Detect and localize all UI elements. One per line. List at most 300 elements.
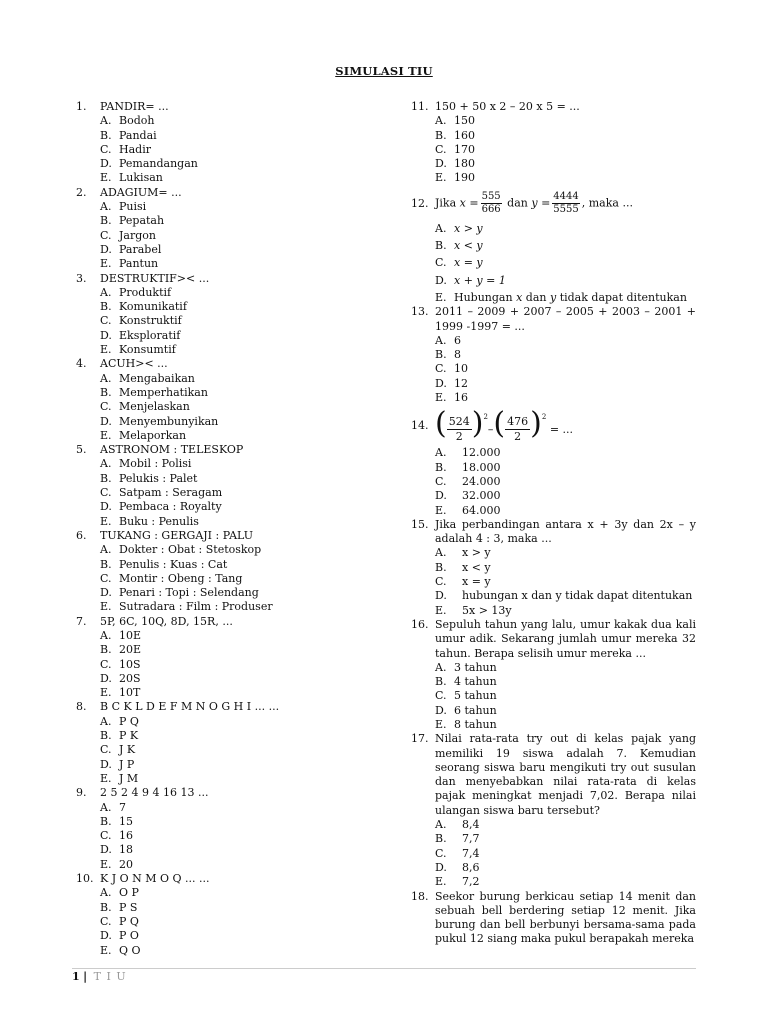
question-number: 10. bbox=[76, 872, 94, 886]
question-3 bbox=[76, 272, 396, 358]
answer-option bbox=[411, 875, 696, 889]
option-text: x < y bbox=[454, 239, 483, 253]
option-text: 10S bbox=[119, 657, 141, 671]
option-letter: B. bbox=[100, 643, 112, 657]
option-letter: C. bbox=[100, 657, 112, 671]
option-text: Konsumtif bbox=[119, 343, 176, 357]
option-text: 8,6 bbox=[462, 860, 480, 874]
question-9 bbox=[76, 786, 396, 872]
option-letter: B. bbox=[435, 460, 447, 474]
option-text: x + y = 1 bbox=[454, 273, 506, 287]
question-stem bbox=[411, 618, 696, 661]
document-title: SIMULASI TIU bbox=[335, 64, 433, 78]
option-letter: D. bbox=[435, 273, 447, 287]
option-letter: C. bbox=[435, 575, 447, 589]
question-5 bbox=[76, 443, 396, 529]
answer-option bbox=[411, 239, 696, 253]
question-text: ASTRONOM : TELESKOP bbox=[100, 443, 244, 457]
option-letter: C. bbox=[435, 474, 447, 488]
answer-option bbox=[76, 143, 396, 157]
text-then: , maka ... bbox=[581, 196, 633, 210]
option-text: 8 tahun bbox=[454, 717, 497, 731]
answer-option bbox=[76, 915, 396, 929]
option-text: 64.000 bbox=[462, 503, 501, 517]
option-letter: C. bbox=[100, 914, 112, 928]
question-stem bbox=[76, 186, 396, 200]
question-stem bbox=[411, 406, 696, 446]
answer-option bbox=[411, 256, 696, 270]
answer-option bbox=[76, 629, 396, 643]
question-number: 2. bbox=[76, 185, 87, 199]
option-letter: E. bbox=[435, 875, 447, 889]
option-text: 15 bbox=[119, 814, 133, 828]
fraction bbox=[447, 415, 472, 444]
option-letter: A. bbox=[100, 114, 112, 128]
answer-option bbox=[76, 329, 396, 343]
option-text: 20 bbox=[119, 857, 133, 871]
question-number: 6. bbox=[76, 528, 87, 542]
option-text: Pelukis : Palet bbox=[119, 471, 198, 485]
question-stem bbox=[76, 786, 396, 800]
option-letter: A. bbox=[100, 285, 112, 299]
question-text: 5P, 6C, 10Q, 8D, 15R, ... bbox=[100, 614, 233, 628]
question-text: TUKANG : GERGAJI : PALU bbox=[100, 528, 254, 542]
question-stem bbox=[411, 518, 696, 547]
answer-option bbox=[76, 429, 396, 443]
question-stem bbox=[76, 272, 396, 286]
option-letter: B. bbox=[100, 729, 112, 743]
answer-option bbox=[76, 472, 396, 486]
option-text: Montir : Obeng : Tang bbox=[119, 571, 243, 585]
denominator: 2 bbox=[455, 430, 463, 444]
option-text: 5 tahun bbox=[454, 689, 497, 703]
option-text: 32.000 bbox=[462, 489, 501, 503]
option-letter: A. bbox=[100, 371, 112, 385]
question-number: 5. bbox=[76, 443, 87, 457]
question-text: B C K L D E F M N O G H I ... ... bbox=[100, 700, 280, 714]
option-letter: B. bbox=[435, 128, 447, 142]
exponent: 2 bbox=[483, 412, 488, 421]
answer-option bbox=[76, 114, 396, 128]
option-text: Konstruktif bbox=[119, 314, 182, 328]
question-7 bbox=[76, 615, 396, 701]
answer-option bbox=[411, 157, 696, 171]
answer-option bbox=[411, 446, 696, 460]
question-number: 15. bbox=[411, 517, 429, 531]
option-letter: D. bbox=[100, 843, 112, 857]
answer-option bbox=[76, 457, 396, 471]
footer-divider bbox=[72, 968, 696, 969]
answer-option bbox=[411, 561, 696, 575]
option-letter: D. bbox=[100, 328, 112, 342]
option-text: Sutradara : Film : Produser bbox=[119, 600, 273, 614]
right-paren: ) bbox=[471, 405, 484, 441]
option-letter: D. bbox=[435, 589, 447, 603]
answer-option bbox=[76, 729, 396, 743]
option-text: Melaporkan bbox=[119, 428, 187, 442]
answer-option bbox=[411, 461, 696, 475]
option-text: Dokter : Obat : Stetoskop bbox=[119, 543, 262, 557]
answer-option bbox=[76, 586, 396, 600]
option-letter: D. bbox=[100, 500, 112, 514]
answer-option bbox=[411, 222, 696, 236]
answer-option bbox=[76, 300, 396, 314]
option-text: Menjelaskan bbox=[119, 400, 190, 414]
option-letter: C. bbox=[435, 689, 447, 703]
text-undetermined: tidak dapat ditentukan bbox=[559, 290, 687, 304]
option-text: Produktif bbox=[119, 285, 172, 299]
question-number: 14. bbox=[411, 419, 429, 433]
answer-option bbox=[411, 861, 696, 875]
option-letter: D. bbox=[100, 242, 112, 256]
question-text: 2 5 2 4 9 4 16 13 ... bbox=[100, 786, 209, 800]
question-1 bbox=[76, 100, 396, 186]
option-text: 180 bbox=[454, 157, 475, 171]
question-stem bbox=[76, 615, 396, 629]
option-text: Eksploratif bbox=[119, 328, 181, 342]
fraction bbox=[505, 415, 530, 444]
option-letter: D. bbox=[100, 929, 112, 943]
page-number: 1 bbox=[72, 970, 80, 983]
option-letter: D. bbox=[435, 157, 447, 171]
question-stem bbox=[411, 189, 696, 219]
answer-option bbox=[411, 504, 696, 518]
question-stem bbox=[411, 100, 696, 114]
option-text: O P bbox=[119, 886, 139, 900]
answer-option bbox=[76, 214, 396, 228]
option-letter: B. bbox=[100, 900, 112, 914]
question-stem bbox=[411, 890, 696, 947]
option-text: 160 bbox=[454, 128, 475, 142]
option-text: 10T bbox=[119, 686, 141, 700]
question-text: Jika perbandingan antara x + 3y dan 2x – y adalah 4 : 3, maka ... bbox=[435, 517, 696, 546]
answer-option bbox=[76, 129, 396, 143]
option-letter: A. bbox=[435, 221, 447, 235]
question-15 bbox=[411, 518, 696, 618]
option-text: Menyembunyikan bbox=[119, 414, 219, 428]
answer-option bbox=[76, 658, 396, 672]
option-letter: B. bbox=[435, 560, 447, 574]
answer-option bbox=[411, 661, 696, 675]
option-text: Parabel bbox=[119, 242, 162, 256]
option-letter: A. bbox=[100, 457, 112, 471]
option-letter: E. bbox=[100, 686, 112, 700]
question-text: ACUH>< ... bbox=[100, 357, 168, 371]
var-x: x = bbox=[459, 196, 479, 210]
answer-option bbox=[76, 486, 396, 500]
answer-option bbox=[411, 143, 696, 157]
answer-option bbox=[76, 929, 396, 943]
option-letter: E. bbox=[100, 771, 112, 785]
question-number: 11. bbox=[411, 100, 429, 113]
option-text: 16 bbox=[454, 391, 468, 405]
option-letter: A. bbox=[435, 333, 447, 347]
answer-option bbox=[76, 229, 396, 243]
page-footer bbox=[72, 970, 127, 983]
answer-option bbox=[411, 129, 696, 143]
answer-option bbox=[76, 200, 396, 214]
option-letter: B. bbox=[100, 214, 112, 228]
text-and: dan bbox=[525, 290, 547, 304]
option-letter: D. bbox=[435, 703, 447, 717]
option-text: 7 bbox=[119, 800, 126, 814]
question-expression bbox=[435, 405, 696, 445]
option-text: Penari : Topi : Selendang bbox=[119, 586, 259, 600]
question-17 bbox=[411, 732, 696, 889]
answer-option bbox=[76, 572, 396, 586]
answer-option bbox=[76, 901, 396, 915]
option-text: 12.000 bbox=[462, 446, 501, 460]
option-text: 16 bbox=[119, 829, 133, 843]
question-number: 9. bbox=[76, 786, 87, 800]
question-number: 17. bbox=[411, 732, 429, 746]
question-number: 4. bbox=[76, 357, 87, 371]
answer-option bbox=[411, 171, 696, 185]
question-stem bbox=[411, 305, 696, 334]
option-letter: B. bbox=[100, 385, 112, 399]
option-letter: D. bbox=[435, 376, 447, 390]
answer-option bbox=[76, 643, 396, 657]
answer-option bbox=[76, 372, 396, 386]
question-text: DESTRUKTIF>< ... bbox=[100, 271, 210, 285]
var-x: x bbox=[516, 290, 523, 304]
option-text: 20E bbox=[119, 643, 142, 657]
footer-separator: | bbox=[83, 970, 88, 983]
right-column bbox=[411, 100, 696, 947]
numerator: 555 bbox=[481, 191, 501, 203]
text-and: dan bbox=[507, 196, 528, 210]
answer-option bbox=[76, 243, 396, 257]
question-14 bbox=[411, 406, 696, 517]
left-paren: ( bbox=[493, 405, 506, 441]
option-text: Satpam : Seragam bbox=[119, 486, 223, 500]
answer-option bbox=[411, 604, 696, 618]
option-letter: D. bbox=[435, 860, 447, 874]
answer-option bbox=[411, 391, 696, 405]
option-text: Memperhatikan bbox=[119, 385, 208, 399]
right-paren: ) bbox=[530, 405, 542, 441]
question-number: 13. bbox=[411, 305, 429, 319]
option-text: 150 bbox=[454, 114, 475, 128]
numerator: 524 bbox=[448, 415, 470, 429]
option-text: P Q bbox=[119, 714, 139, 728]
option-letter: C. bbox=[100, 486, 112, 500]
answer-option bbox=[76, 171, 396, 185]
question-text: Sepuluh tahun yang lalu, umur kakak dua kali umur adik. Sekarang jumlah umur mereka 32 tahun. Berapa selisih umur mereka ... bbox=[435, 617, 696, 660]
answer-option bbox=[76, 558, 396, 572]
option-letter: E. bbox=[100, 343, 112, 357]
option-text: Puisi bbox=[119, 200, 147, 214]
question-number: 16. bbox=[411, 617, 429, 631]
option-letter: B. bbox=[100, 557, 112, 571]
answer-option bbox=[76, 386, 396, 400]
denominator: 5555 bbox=[553, 204, 579, 216]
answer-option bbox=[411, 818, 696, 832]
option-letter: E. bbox=[100, 943, 112, 957]
option-letter: E. bbox=[435, 503, 447, 517]
question-text: Nilai rata-rata try out di kelas pajak yang memiliki 19 siswa adalah 7. Kemudian seorang siswa baru mengikuti try out susulan dan menyebabkan nilai rata-rata di kelas pajak meningkat menjadi 7,02. Berapa nilai ulangan siswa baru tersebut? bbox=[435, 732, 696, 817]
option-letter: E. bbox=[100, 514, 112, 528]
question-number: 3. bbox=[76, 271, 87, 285]
option-letter: A. bbox=[435, 114, 447, 128]
question-8 bbox=[76, 700, 396, 786]
option-text: 6 bbox=[454, 333, 461, 347]
answer-option bbox=[76, 829, 396, 843]
option-text: x > y bbox=[454, 221, 483, 235]
denominator: 666 bbox=[481, 204, 501, 216]
answer-option bbox=[76, 743, 396, 757]
question-2 bbox=[76, 186, 396, 272]
option-letter: D. bbox=[100, 586, 112, 600]
section-label: T I U bbox=[93, 970, 127, 983]
option-text: 170 bbox=[454, 142, 475, 156]
option-text: 3 tahun bbox=[454, 660, 497, 674]
option-text: 10E bbox=[119, 628, 142, 642]
option-letter: B. bbox=[100, 814, 112, 828]
option-letter: E. bbox=[100, 857, 112, 871]
answer-option bbox=[76, 286, 396, 300]
fraction bbox=[552, 191, 579, 216]
answer-option bbox=[411, 274, 696, 288]
option-letter: A. bbox=[100, 800, 112, 814]
option-letter: A. bbox=[100, 886, 112, 900]
option-text: 24.000 bbox=[462, 474, 501, 488]
option-letter: A. bbox=[100, 714, 112, 728]
option-letter: A. bbox=[435, 818, 447, 832]
question-stem bbox=[76, 357, 396, 371]
option-letter: B. bbox=[435, 239, 447, 253]
question-12 bbox=[411, 189, 696, 305]
answer-option bbox=[411, 704, 696, 718]
option-text: 8,4 bbox=[462, 818, 480, 832]
question-stem bbox=[76, 529, 396, 543]
answer-option bbox=[76, 400, 396, 414]
answer-option bbox=[76, 600, 396, 614]
answer-option bbox=[76, 343, 396, 357]
var-y: y = bbox=[531, 196, 551, 210]
option-letter: A. bbox=[100, 200, 112, 214]
option-text: Jargon bbox=[119, 228, 156, 242]
option-text: Pantun bbox=[119, 257, 159, 271]
option-letter: E. bbox=[435, 391, 447, 405]
option-text: 190 bbox=[454, 171, 475, 185]
question-number: 12. bbox=[411, 196, 429, 210]
option-letter: E. bbox=[435, 603, 447, 617]
option-letter: B. bbox=[100, 128, 112, 142]
question-6 bbox=[76, 529, 396, 615]
option-letter: A. bbox=[435, 546, 447, 560]
question-text: K J O N M O Q ... ... bbox=[100, 872, 210, 886]
text-relation: Hubungan bbox=[454, 290, 513, 304]
option-text: Pemandangan bbox=[119, 157, 198, 171]
option-text: Pandai bbox=[119, 128, 157, 142]
option-text: P K bbox=[119, 729, 139, 743]
answer-option bbox=[411, 489, 696, 503]
answer-option bbox=[411, 377, 696, 391]
fraction bbox=[481, 191, 502, 216]
option-text: Mengabaikan bbox=[119, 371, 195, 385]
option-letter: A. bbox=[435, 660, 447, 674]
option-text: P S bbox=[119, 900, 138, 914]
question-stem bbox=[411, 732, 696, 818]
answer-option bbox=[411, 575, 696, 589]
option-text: Lukisan bbox=[119, 171, 163, 185]
option-letter: E. bbox=[100, 257, 112, 271]
option-letter: A. bbox=[100, 543, 112, 557]
option-text: 18.000 bbox=[462, 460, 501, 474]
option-letter: A. bbox=[100, 628, 112, 642]
option-letter: D. bbox=[435, 489, 447, 503]
answer-option bbox=[411, 718, 696, 732]
answer-option bbox=[76, 515, 396, 529]
answer-option bbox=[76, 886, 396, 900]
answer-option bbox=[411, 348, 696, 362]
option-text: 7,4 bbox=[462, 846, 480, 860]
question-text: PANDIR= ... bbox=[100, 100, 169, 113]
option-text: 20S bbox=[119, 671, 141, 685]
option-text: Buku : Penulis bbox=[119, 514, 199, 528]
option-letter: C. bbox=[100, 142, 112, 156]
question-text: 2011 – 2009 + 2007 – 2005 + 2003 – 2001 + 1999 -1997 = ... bbox=[435, 305, 696, 333]
question-stem bbox=[76, 700, 396, 714]
option-text: Bodoh bbox=[119, 114, 155, 128]
answer-option bbox=[411, 362, 696, 376]
answer-option bbox=[411, 847, 696, 861]
option-letter: B. bbox=[435, 675, 447, 689]
answer-option bbox=[76, 415, 396, 429]
option-text: 10 bbox=[454, 362, 468, 376]
question-text: Seekor burung berkicau setiap 14 menit dan sebuah bell berdering setiap 12 menit. Jika burung dan bell berbunyi bersama-sama pada pukul 12 siang maka pukul berapakah mereka bbox=[435, 889, 696, 946]
option-text: J P bbox=[119, 757, 135, 771]
answer-option bbox=[76, 257, 396, 271]
question-4 bbox=[76, 357, 396, 443]
question-text: 150 + 50 x 2 – 20 x 5 = ... bbox=[435, 100, 580, 113]
question-text bbox=[435, 191, 696, 216]
option-text: 8 bbox=[454, 348, 461, 362]
question-10 bbox=[76, 872, 396, 958]
option-text: 18 bbox=[119, 843, 133, 857]
equals: = ... bbox=[549, 422, 574, 436]
question-number: 8. bbox=[76, 700, 87, 714]
option-text: P O bbox=[119, 929, 139, 943]
exponent: 2 bbox=[541, 412, 547, 421]
option-letter: B. bbox=[435, 348, 447, 362]
option-text: 6 tahun bbox=[454, 703, 497, 717]
question-13 bbox=[411, 305, 696, 405]
denominator: 2 bbox=[514, 430, 522, 444]
option-text: 7,7 bbox=[462, 832, 480, 846]
option-letter: C. bbox=[435, 846, 447, 860]
option-text: J K bbox=[119, 743, 136, 757]
option-text: 4 tahun bbox=[454, 675, 497, 689]
option-text bbox=[454, 291, 687, 305]
option-letter: D. bbox=[100, 757, 112, 771]
answer-option bbox=[76, 543, 396, 557]
option-letter: B. bbox=[435, 832, 447, 846]
option-letter: B. bbox=[100, 300, 112, 314]
option-letter: C. bbox=[100, 314, 112, 328]
option-text: x < y bbox=[462, 560, 491, 574]
answer-option bbox=[76, 672, 396, 686]
numerator: 4444 bbox=[553, 191, 579, 203]
answer-option bbox=[411, 689, 696, 703]
option-letter: C. bbox=[435, 362, 447, 376]
answer-option bbox=[411, 546, 696, 560]
option-text: Hadir bbox=[119, 142, 151, 156]
option-letter: E. bbox=[100, 600, 112, 614]
answer-option bbox=[411, 589, 696, 603]
question-stem bbox=[76, 100, 396, 114]
